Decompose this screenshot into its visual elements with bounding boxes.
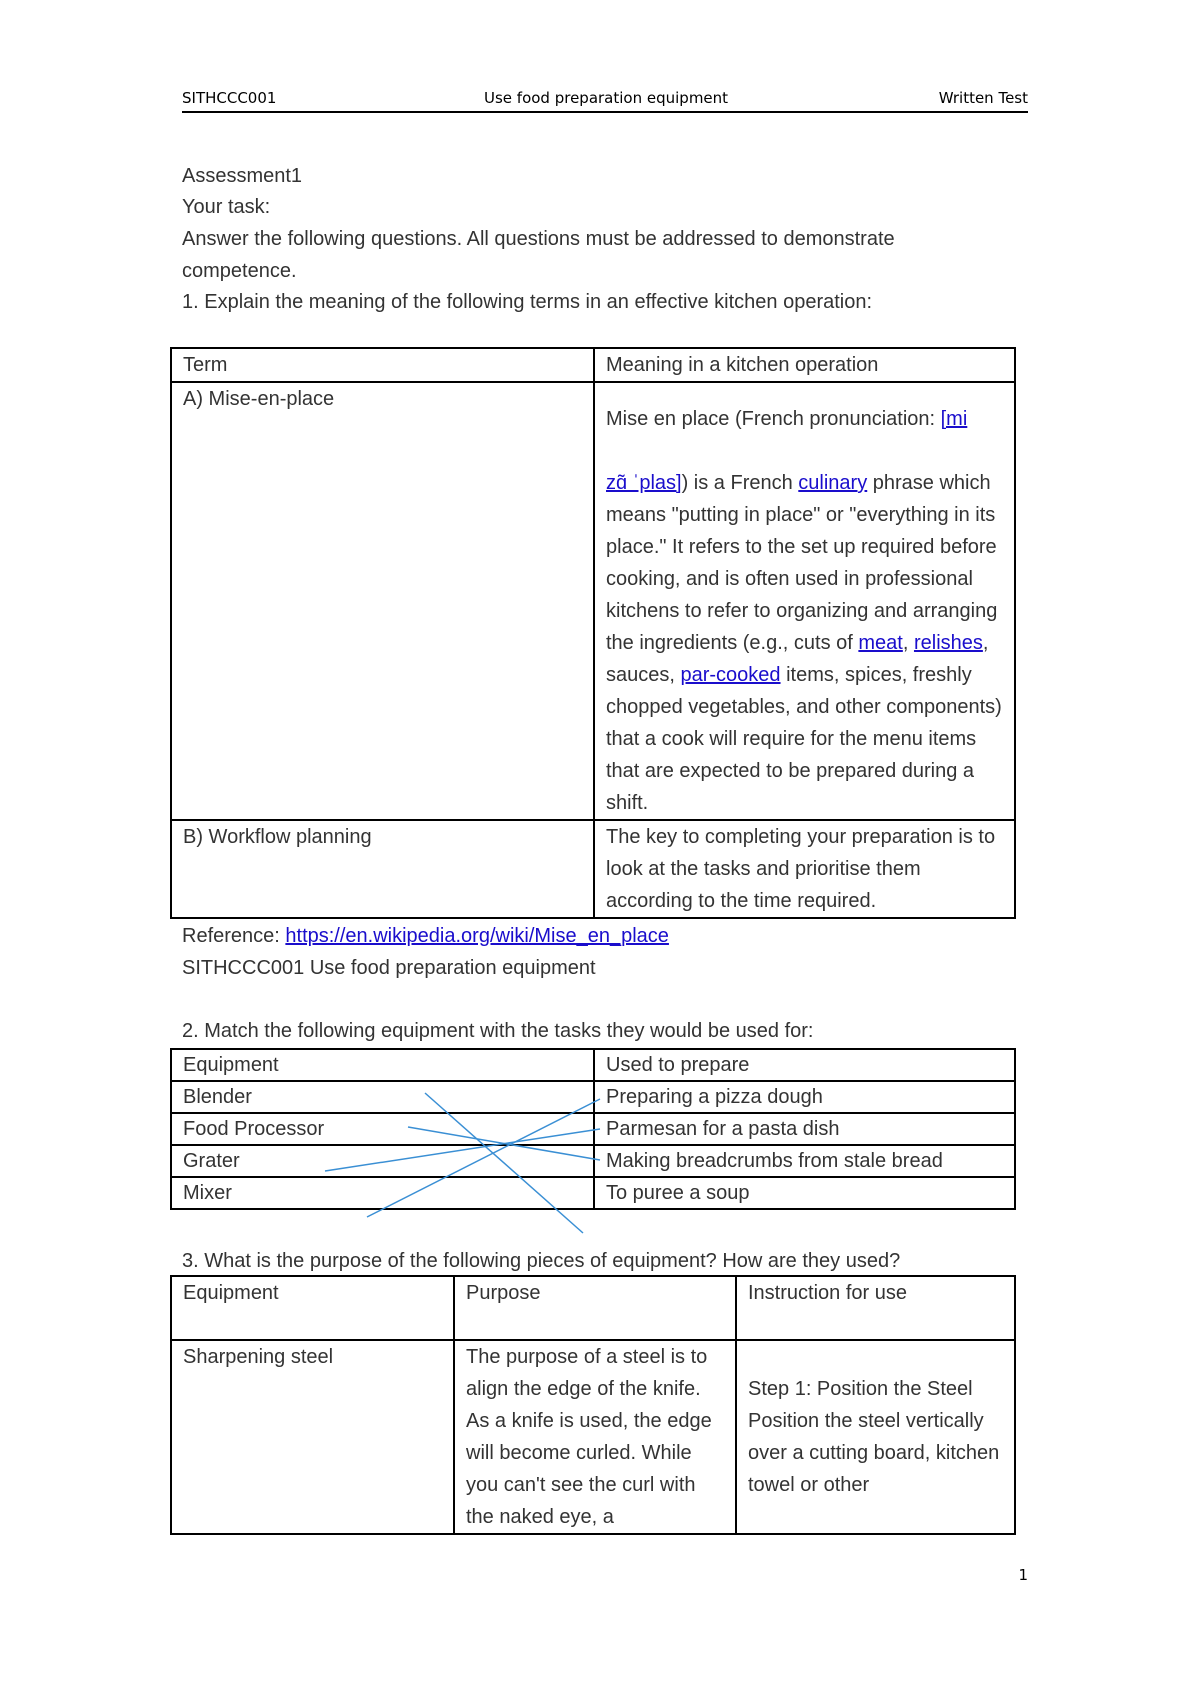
equipment-match-table xyxy=(170,1048,1016,1210)
header-cell-meaning: Meaning in a kitchen operation xyxy=(594,348,1015,382)
header-cell-purpose: Purpose xyxy=(454,1276,736,1340)
equipment-cell: Grater xyxy=(171,1145,594,1177)
table-row xyxy=(171,1145,1015,1177)
terms-table xyxy=(170,347,1016,919)
equipment-cell: Blender xyxy=(171,1081,594,1113)
question-1: 1. Explain the meaning of the following terms in an effective kitchen operation: xyxy=(182,291,873,313)
page-header xyxy=(182,85,1028,113)
table-header-row xyxy=(171,1049,1015,1081)
meat-link[interactable]: meat xyxy=(858,632,903,654)
header-cell-instruction: Instruction for use xyxy=(736,1276,1015,1340)
header-test-type: Written Test xyxy=(938,89,1028,107)
meaning-text: phrase which means "putting in place" or "everything in its place." It refers to the set up required before cooking, and is often used in professional kitchens to refer to organizing and arranging the ingredients (e.g., cuts of xyxy=(606,472,998,654)
instruction-sharpening-steel xyxy=(736,1340,1015,1534)
task-label: Your task: xyxy=(182,196,271,218)
purpose-sharpening-steel: The purpose of a steel is to align the edge of the knife. As a knife is used, the edge will become curled. While you can't see the curl with the naked eye, a xyxy=(454,1340,736,1534)
task-cell: Parmesan for a pasta dish xyxy=(594,1113,1015,1145)
instructions-line-1: Answer the following questions. All questions must be addressed to demonstrate xyxy=(182,228,895,250)
table-row xyxy=(171,1113,1015,1145)
instruction-step: Step 1: Position the Steel xyxy=(748,1378,973,1400)
relishes-link[interactable]: relishes xyxy=(913,632,983,654)
meaning-text: items, spices, freshly chopped vegetables, and other components) that a cook will require for the menu items that are expected to be prepared during a shift. xyxy=(606,664,1002,814)
table-row xyxy=(171,1177,1015,1209)
header-cell-used-to-prepare: Used to prepare xyxy=(594,1049,1015,1081)
table-row xyxy=(171,820,1015,918)
header-cell-equipment: Equipment xyxy=(171,1049,594,1081)
task-cell: Making breadcrumbs from stale bread xyxy=(594,1145,1015,1177)
task-cell: Preparing a pizza dough xyxy=(594,1081,1015,1113)
pronunciation-link[interactable]: [mi xyxy=(940,408,968,430)
meaning-workflow-planning: The key to completing your preparation is to look at the tasks and prioritise them according to the time required. xyxy=(594,820,1015,918)
table-header-row xyxy=(171,1276,1015,1340)
table-row xyxy=(171,382,1015,820)
reference-link[interactable]: https://en.wikipedia.org/wiki/Mise_en_place xyxy=(285,925,669,947)
table-row xyxy=(171,1081,1015,1113)
term-workflow-planning: B) Workflow planning xyxy=(171,820,594,918)
table-row xyxy=(171,1340,1015,1534)
meaning-text: , sauces, xyxy=(606,632,989,686)
term-mise-en-place: A) Mise-en-place xyxy=(171,382,594,820)
meaning-mise-en-place xyxy=(594,382,1015,820)
reference-line xyxy=(182,925,669,948)
culinary-link[interactable]: culinary xyxy=(798,472,868,494)
question-2: 2. Match the following equipment with the tasks they would be used for: xyxy=(182,1020,814,1042)
pronunciation-link-2[interactable]: zɑ̃ ˈplas] xyxy=(606,472,682,494)
header-unit-title: Use food preparation equipment xyxy=(484,89,729,107)
meaning-text: , xyxy=(902,632,914,654)
equipment-cell: Food Processor xyxy=(171,1113,594,1145)
meaning-text: Mise en place (French pronunciation: xyxy=(606,408,941,430)
equipment-cell: Mixer xyxy=(171,1177,594,1209)
task-cell: To puree a soup xyxy=(594,1177,1015,1209)
reference-label: Reference: xyxy=(182,925,286,947)
question-3: 3. What is the purpose of the following pieces of equipment? How are they used? xyxy=(182,1250,901,1272)
instruction-text: Position the steel vertically over a cutting board, kitchen towel or other xyxy=(748,1410,1000,1496)
instructions-line-2: competence. xyxy=(182,260,297,282)
equipment-sharpening-steel: Sharpening steel xyxy=(171,1340,454,1534)
table-header-row xyxy=(171,348,1015,382)
equipment-purpose-table xyxy=(170,1275,1016,1535)
par-cooked-link[interactable]: par-cooked xyxy=(680,664,781,686)
header-cell-equipment: Equipment xyxy=(171,1276,454,1340)
meaning-text: ) is a French xyxy=(681,472,799,494)
unit-line: SITHCCC001 Use food preparation equipment xyxy=(182,957,596,979)
header-cell-term: Term xyxy=(171,348,594,382)
page-number: 1 xyxy=(1018,1566,1028,1584)
assessment-title: Assessment1 xyxy=(182,165,303,187)
header-unit-code: SITHCCC001 xyxy=(182,89,277,107)
